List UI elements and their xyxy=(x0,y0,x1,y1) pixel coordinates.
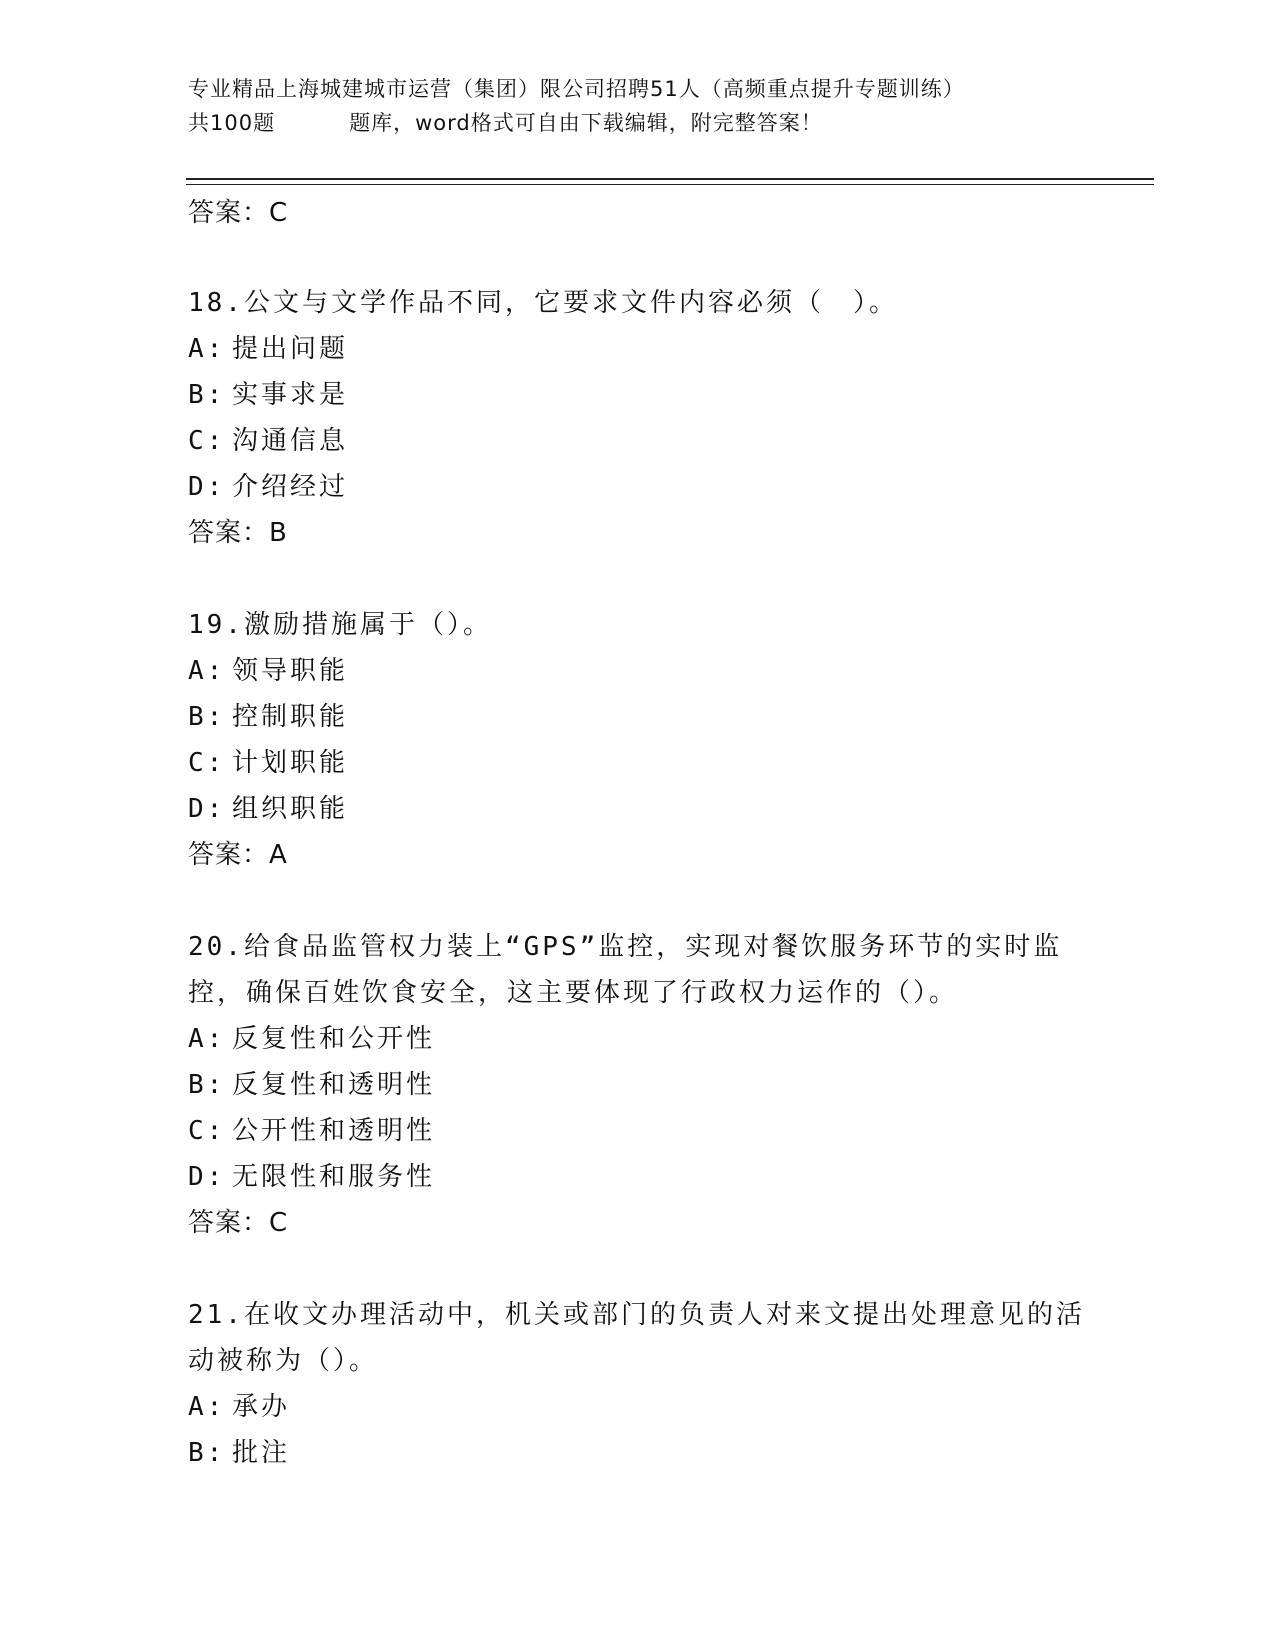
question-19 xyxy=(188,602,1088,878)
option-key: D: xyxy=(188,794,226,824)
header-subtitle-line xyxy=(188,106,1088,140)
option-text: 控制职能 xyxy=(232,702,349,732)
answer-line: 答案：C xyxy=(188,198,289,228)
answer-line: 答案：A xyxy=(188,840,288,870)
answer-line: 答案：C xyxy=(188,1208,289,1238)
option-key: B: xyxy=(188,1438,226,1468)
option-text: 实事求是 xyxy=(232,380,349,410)
question-text-line-1: 21.在收文办理活动中，机关或部门的负责人对来文提出处理意见的活 xyxy=(188,1300,1085,1330)
option-a xyxy=(188,648,1088,694)
option-d xyxy=(188,464,1088,510)
option-a xyxy=(188,1384,1088,1430)
question-text-line-2: 动被称为（）。 xyxy=(188,1346,379,1376)
option-text: 公开性和透明性 xyxy=(232,1116,436,1146)
header-divider-thick xyxy=(186,178,1154,180)
question-text-line-2: 控，确保百姓饮食安全，这主要体现了行政权力运作的（）。 xyxy=(188,978,959,1008)
option-c xyxy=(188,740,1088,786)
option-key: C: xyxy=(188,748,226,778)
option-b xyxy=(188,694,1088,740)
option-d xyxy=(188,786,1088,832)
option-text: 沟通信息 xyxy=(232,426,349,456)
option-text: 承办 xyxy=(232,1392,291,1422)
option-b xyxy=(188,1062,1088,1108)
question-21 xyxy=(188,1292,1088,1476)
option-c xyxy=(188,418,1088,464)
option-text: 反复性和透明性 xyxy=(232,1070,436,1100)
option-text: 组织职能 xyxy=(232,794,349,824)
option-text: 批注 xyxy=(232,1438,291,1468)
header-divider-thin xyxy=(186,184,1154,185)
option-text: 无限性和服务性 xyxy=(232,1162,436,1192)
option-d xyxy=(188,1154,1088,1200)
option-key: A: xyxy=(188,334,226,364)
option-b xyxy=(188,1430,1088,1476)
header-question-count: 共100题 xyxy=(188,111,276,135)
option-text: 介绍经过 xyxy=(232,472,349,502)
header-description: 题库，word格式可自由下载编辑，附完整答案！ xyxy=(349,111,823,135)
question-18 xyxy=(188,280,1088,556)
question-list xyxy=(188,190,1088,1522)
option-text: 反复性和公开性 xyxy=(232,1024,436,1054)
option-key: D: xyxy=(188,1162,226,1192)
option-text: 计划职能 xyxy=(232,748,349,778)
option-key: C: xyxy=(188,1116,226,1146)
question-text: 19.激励措施属于（）。 xyxy=(188,610,492,640)
question-text: 18.公文与文学作品不同，它要求文件内容必须（ ）。 xyxy=(188,288,898,318)
option-a xyxy=(188,326,1088,372)
option-text: 领导职能 xyxy=(232,656,349,686)
option-key: B: xyxy=(188,1070,226,1100)
option-key: A: xyxy=(188,1024,226,1054)
header-title-line: 专业精品上海城建城市运营（集团）限公司招聘51人（高频重点提升专题训练） xyxy=(188,77,965,101)
page-header xyxy=(188,72,1088,140)
option-key: A: xyxy=(188,1392,226,1422)
option-key: D: xyxy=(188,472,226,502)
option-key: A: xyxy=(188,656,226,686)
answer-line: 答案：B xyxy=(188,518,288,548)
option-key: B: xyxy=(188,702,226,732)
option-key: C: xyxy=(188,426,226,456)
option-text: 提出问题 xyxy=(232,334,349,364)
question-text-line-1: 20.给食品监管权力装上“GPS”监控，实现对餐饮服务环节的实时监 xyxy=(188,932,1063,962)
option-b xyxy=(188,372,1088,418)
question-20 xyxy=(188,924,1088,1246)
option-a xyxy=(188,1016,1088,1062)
option-c xyxy=(188,1108,1088,1154)
option-key: B: xyxy=(188,380,226,410)
